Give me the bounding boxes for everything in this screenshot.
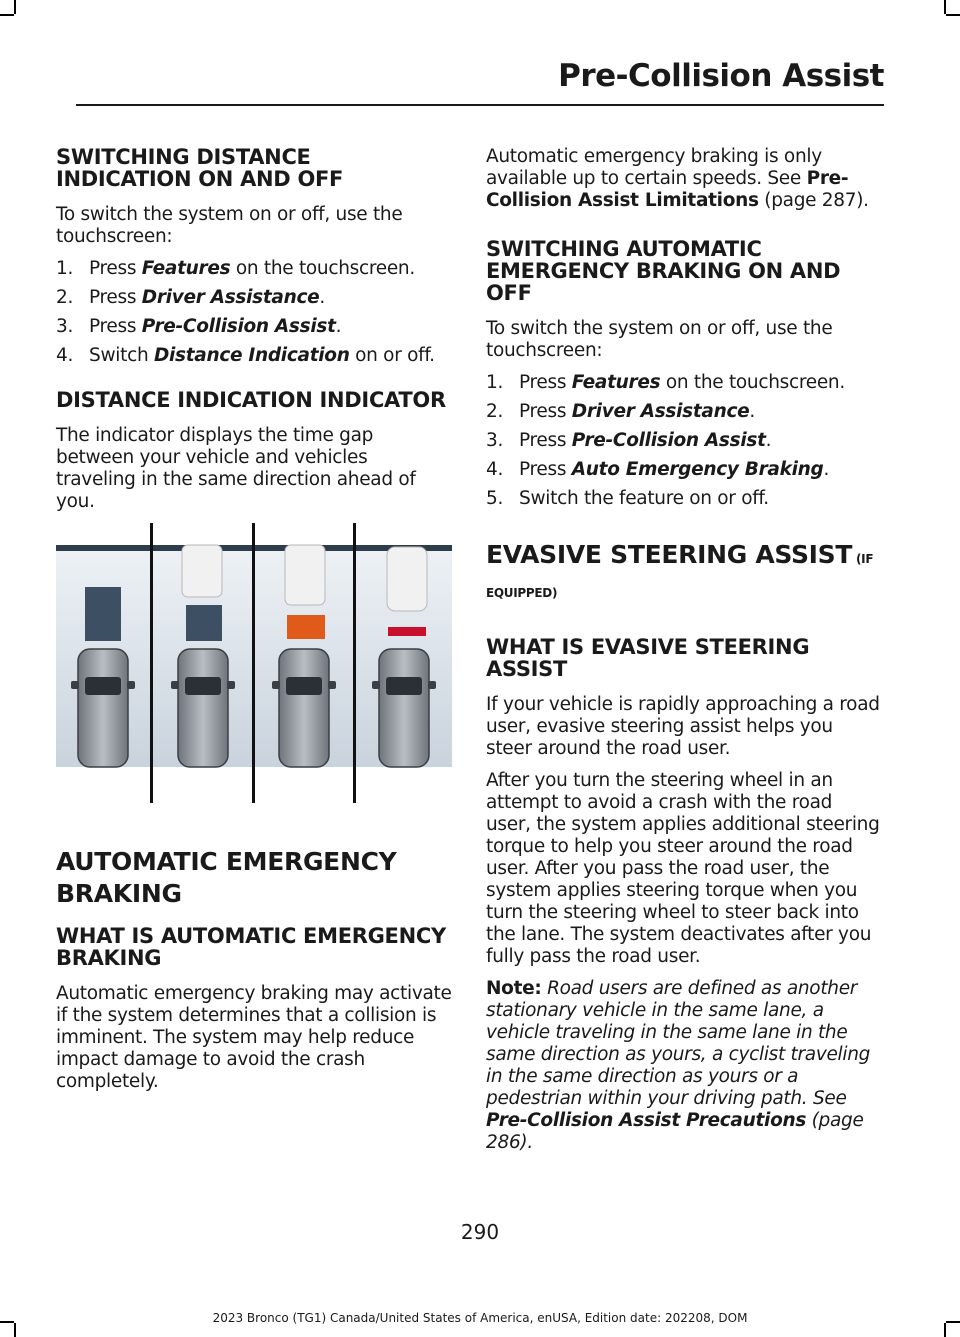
step-list-distance-indication xyxy=(56,258,452,367)
menu-reference: Pre-Collision Assist xyxy=(571,430,766,451)
heading-text: EVASIVE STEERING ASSIST xyxy=(486,540,853,569)
crop-mark xyxy=(944,0,946,14)
edition-footer: 2023 Bronco (TG1) Canada/United States of America, enUSA, Edition date: 202208, DOM xyxy=(212,1311,748,1325)
list-item xyxy=(486,430,882,452)
section-heading-aeb-b: BRAKING xyxy=(56,879,182,908)
step-text: Press xyxy=(519,459,572,480)
step-number: 1. xyxy=(486,372,504,393)
crop-mark xyxy=(0,14,14,16)
cross-reference-link[interactable]: Pre-Collision Assist Limitations xyxy=(486,168,849,211)
menu-reference: Auto Emergency Braking xyxy=(571,459,824,480)
text: (page 287). xyxy=(758,190,869,211)
paragraph: After you turn the steering wheel in an attempt to avoid a crash with the road user, the system applies additional steering torque to help you steer around the road user. After you pass the road user, the system applies steering torque when you turn the steering wheel to steer back into the lane. The system deactivates after you fully pass the road user. xyxy=(486,770,880,967)
crop-mark xyxy=(946,14,960,16)
text: Automatic emergency braking is only available up to certain speeds. See xyxy=(486,146,822,189)
section-heading-what-is-aeb: WHAT IS AUTOMATIC EMERGENCY BRAKING xyxy=(56,924,446,970)
crop-mark xyxy=(14,0,16,14)
distance-indication-illustration xyxy=(56,523,452,803)
step-number: 4. xyxy=(56,345,74,366)
step-number: 3. xyxy=(486,430,504,451)
right-column xyxy=(486,146,882,1164)
step-text: on or off. xyxy=(349,345,435,366)
section-heading-switching-distance: SWITCHING DISTANCE INDICATION ON AND OFF xyxy=(56,145,344,191)
step-number: 2. xyxy=(486,401,504,422)
illustration-svg xyxy=(56,523,452,803)
page-number: 290 xyxy=(460,1220,500,1244)
section-heading-switching-aeb: SWITCHING AUTOMATIC EMERGENCY BRAKING ON AND OFF xyxy=(486,237,841,305)
paragraph: Automatic emergency braking may activate if the system determines that a collision is imminent. The system may help reduce impact damage to avoid the crash completely. xyxy=(56,983,452,1092)
paragraph: To switch the system on or off, use the touchscreen: xyxy=(486,318,833,361)
step-number: 2. xyxy=(56,287,74,308)
list-item xyxy=(56,258,452,280)
step-text: Press xyxy=(89,316,142,337)
step-number: 1. xyxy=(56,258,74,279)
section-heading-what-is-evasive: WHAT IS EVASIVE STEERING ASSIST xyxy=(486,635,810,681)
heading-suffix: (IF EQUIPPED) xyxy=(486,552,874,600)
page-header-title: Pre-Collision Assist xyxy=(558,58,884,94)
step-number: 3. xyxy=(56,316,74,337)
distance-indicator-bar xyxy=(287,615,325,639)
section-heading-aeb-a: AUTOMATIC EMERGENCY xyxy=(56,847,397,876)
note-text: Road users are defined as another stationary vehicle in the same lane, a vehicle traveling in the same lane in the same direction as yours, a cyclist traveling in the same direction as yours or a pedestrian within your driving path. See xyxy=(486,978,871,1109)
paragraph: The indicator displays the time gap between your vehicle and vehicles traveling in the same direction ahead of you. xyxy=(56,425,416,512)
section-heading-distance-indicator: DISTANCE INDICATION INDICATOR xyxy=(56,388,446,412)
step-number: 5. xyxy=(486,488,504,509)
paragraph xyxy=(486,146,882,212)
panel-divider xyxy=(252,523,255,803)
distance-indicator-bar xyxy=(186,605,222,641)
step-text: Press xyxy=(519,401,572,422)
header-rule xyxy=(76,104,884,106)
step-text: on the touchscreen. xyxy=(660,372,845,393)
list-item xyxy=(486,488,882,510)
list-item xyxy=(486,372,882,394)
left-column xyxy=(56,146,452,1103)
list-item xyxy=(56,287,452,309)
crop-mark xyxy=(944,1323,946,1337)
step-list-aeb xyxy=(486,372,882,510)
step-text: Press xyxy=(89,287,142,308)
menu-reference: Pre-Collision Assist xyxy=(141,316,336,337)
paragraph: To switch the system on or off, use the touchscreen: xyxy=(56,204,403,247)
step-number: 4. xyxy=(486,459,504,480)
cross-reference-link[interactable]: Pre-Collision Assist Precautions xyxy=(486,1110,807,1131)
step-text: Press xyxy=(89,258,142,279)
step-text: Switch the feature on or off. xyxy=(519,488,769,509)
step-text: on the touchscreen. xyxy=(230,258,415,279)
menu-reference: Features xyxy=(141,258,231,279)
list-item xyxy=(56,316,452,338)
step-text: Switch xyxy=(89,345,154,366)
menu-reference: Distance Indication xyxy=(153,345,350,366)
crop-mark xyxy=(14,1323,16,1337)
step-text: . xyxy=(823,459,830,480)
distance-indicator-bar xyxy=(388,627,426,636)
note-label: Note: xyxy=(486,978,542,999)
paragraph: If your vehicle is rapidly approaching a road user, evasive steering assist helps you steer around the road user. xyxy=(486,694,880,759)
step-text: . xyxy=(335,316,342,337)
step-text: . xyxy=(319,287,325,308)
step-text: Press xyxy=(519,430,572,451)
panel-divider xyxy=(353,523,356,803)
note-text: (page 286). xyxy=(486,1110,864,1153)
distance-indicator-bar xyxy=(85,587,121,641)
list-item xyxy=(486,401,882,423)
step-text: . xyxy=(765,430,772,451)
note-paragraph xyxy=(486,978,882,1154)
menu-reference: Driver Assistance xyxy=(141,287,320,308)
panel-divider xyxy=(150,523,153,803)
step-text: Press xyxy=(519,372,572,393)
menu-reference: Features xyxy=(571,372,661,393)
step-text: . xyxy=(749,401,755,422)
section-heading-evasive-steering xyxy=(486,540,882,608)
list-item xyxy=(56,345,452,367)
list-item xyxy=(486,459,882,481)
menu-reference: Driver Assistance xyxy=(571,401,750,422)
